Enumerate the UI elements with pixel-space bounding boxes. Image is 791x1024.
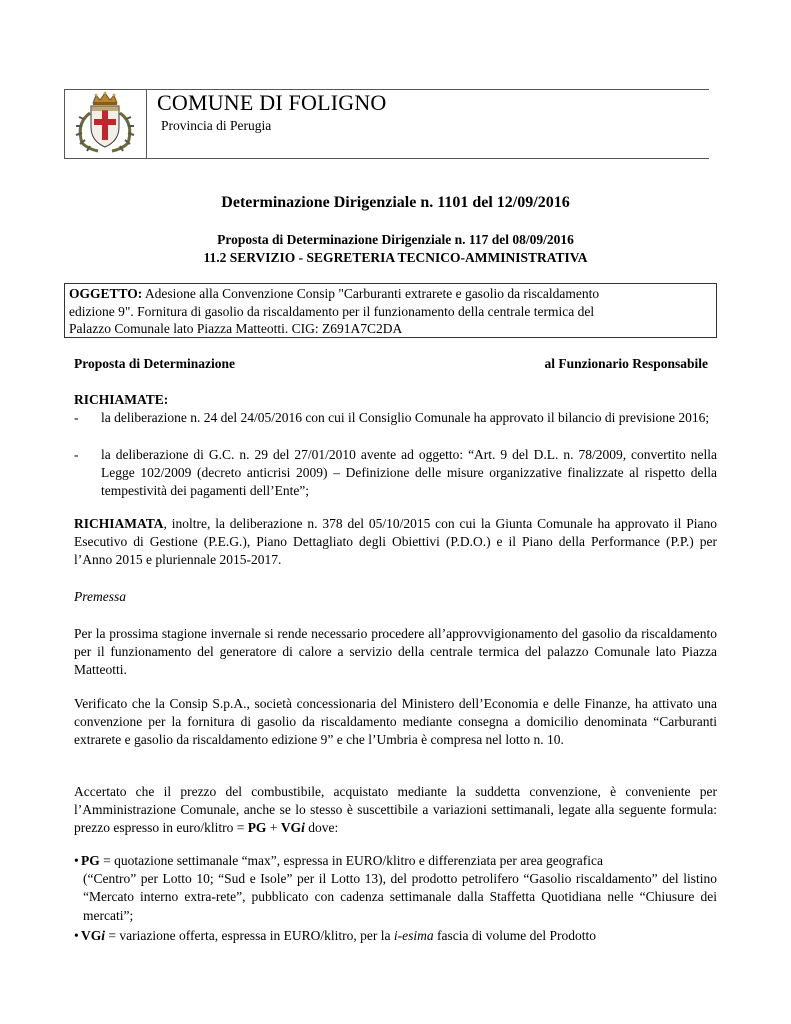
service-name: 11.2 SERVIZIO - SEGRETERIA TECNICO-AMMINISTRATIVA	[203, 250, 588, 265]
determination-title: Determinazione Dirigenziale n. 1101 del 12/09/2016	[221, 194, 570, 211]
pg-line-1: = quotazione settimanale “max”, espressa in EURO/klitro e differenziata per area geografica	[99, 853, 604, 868]
subject-box	[64, 283, 717, 338]
vgi-index: i	[101, 928, 106, 943]
richiamata-label: RICHIAMATA	[74, 516, 164, 531]
vgi-bullet	[74, 927, 717, 945]
richiamate-heading	[74, 391, 717, 409]
subject-line-1: Adesione alla Convenzione Consip "Carburanti extrarete e gasolio da riscaldamento	[142, 286, 600, 301]
subject-line-3: Palazzo Comunale lato Piazza Matteotti. CIG: Z691A7C2DA	[69, 321, 403, 336]
pg-bullet-text	[81, 852, 717, 925]
bullet-dot-icon: •	[74, 928, 79, 943]
proposal-subtitle	[0, 231, 791, 267]
bullet-dot-icon: •	[74, 853, 79, 868]
formula-text: Accertato che il prezzo del combustibile, acquistato mediante la suddetta convenzione, è conveniente per l’Amministrazione Comunale, anche se lo stesso è suscettibile a variazioni settimanali, legate alla seguente formula: prezzo espresso in euro/klitro =	[74, 784, 717, 836]
premessa-paragraph-3	[74, 783, 717, 838]
pg-definition: (“Centro” per Lotto 10; “Sud e Isole” per il Lotto 13), del prodotto petrolifero “Gasolio riscaldamento” del listino “Mercato interno extra-rete”, pubblicato con cadenza settimanale dalla Staffetta Quotidiana nelle “Chiusure dei mercati”;	[83, 871, 717, 923]
richiamata-paragraph	[74, 515, 717, 570]
responsible-label: al Funzionario Responsabile	[544, 356, 708, 371]
list-dash: -	[74, 447, 79, 462]
richiamata-text: , inoltre, la deliberazione n. 378 del 05/10/2015 con cui la Giunta Comunale ha approvato il Piano Esecutivo di Gestione (P.E.G.), Piano Dettagliato degli Obiettivi (P.D.O.) e il Piano della Performance (P.P.) per l’Anno 2015 e pluriennale 2015-2017.	[74, 516, 717, 568]
header-rule-left	[64, 89, 65, 158]
formula-pg: PG	[247, 820, 267, 836]
province-name: Provincia di Perugia	[161, 118, 272, 133]
header-rule-bottom	[64, 158, 709, 159]
proposal-row	[74, 356, 708, 372]
premessa-paragraph-1: Per la prossima stagione invernale si rende necessario procedere all’approvvigionamento del gasolio da riscaldamento per il funzionamento del generatore di calore a servizio della centrale termica del palazzo Comunale lato Piazza Matteotti.	[74, 626, 717, 678]
premessa-heading: Premessa	[74, 589, 126, 604]
formula-plus: +	[266, 820, 281, 836]
vgi-text-b: fascia di volume del Prodotto	[433, 928, 597, 943]
vgi-iesima: i-esima	[393, 928, 434, 943]
formula-dove: dove:	[304, 820, 339, 836]
list-dash: -	[74, 410, 79, 425]
header-rule-divider	[146, 89, 147, 158]
vgi-text-a: = variazione offerta, espressa in EURO/klitro, per la	[105, 928, 394, 943]
formula-vg: VG	[280, 820, 302, 836]
pg-label: PG	[81, 853, 100, 868]
pg-bullet	[74, 852, 717, 925]
subject-line-2: edizione 9". Fornitura di gasolio da riscaldamento per il funzionamento della centrale termica del	[69, 303, 595, 319]
list-item-text: la deliberazione di G.C. n. 29 del 27/01/2010 avente ad oggetto: “Art. 9 del D.L. n. 78/2009, convertito nella Legge 102/2009 (decreto anticrisi 2009) – Definizione delle misure organizzative finalizzate al rispetto della tempestività dei pagamenti dell’Ente”;	[101, 447, 717, 499]
vgi-bullet-text	[81, 927, 717, 945]
vgi-label: VG	[81, 928, 102, 943]
proposal-number: Proposta di Determinazione Dirigenziale n. 117 del 08/09/2016	[217, 232, 574, 247]
subject-label: OGGETTO:	[69, 286, 143, 301]
coat-of-arms-icon	[66, 89, 144, 158]
richiamate-item-1	[74, 409, 717, 427]
richiamate-item-2	[74, 446, 717, 501]
formula-vg-index: i	[301, 820, 305, 836]
premessa-paragraph-2: Verificato che la Consip S.p.A., società concessionaria del Ministero dell’Economia e delle Finanze, ha attivato una convenzione per la fornitura di gasolio da riscaldamento mediante consegna a domicilio denominata “Carburanti extrarete e gasolio da riscaldamento edizione 9” e che l’Umbria è compresa nel lotto n. 10.	[74, 696, 717, 748]
richiamate-heading-text: RICHIAMATE:	[74, 392, 169, 407]
municipality-name: COMUNE DI FOLIGNO	[157, 90, 387, 115]
proposal-label: Proposta di Determinazione	[74, 356, 235, 371]
list-item-text: la deliberazione n. 24 del 24/05/2016 con cui il Consiglio Comunale ha approvato il bilancio di previsione 2016;	[101, 410, 710, 425]
